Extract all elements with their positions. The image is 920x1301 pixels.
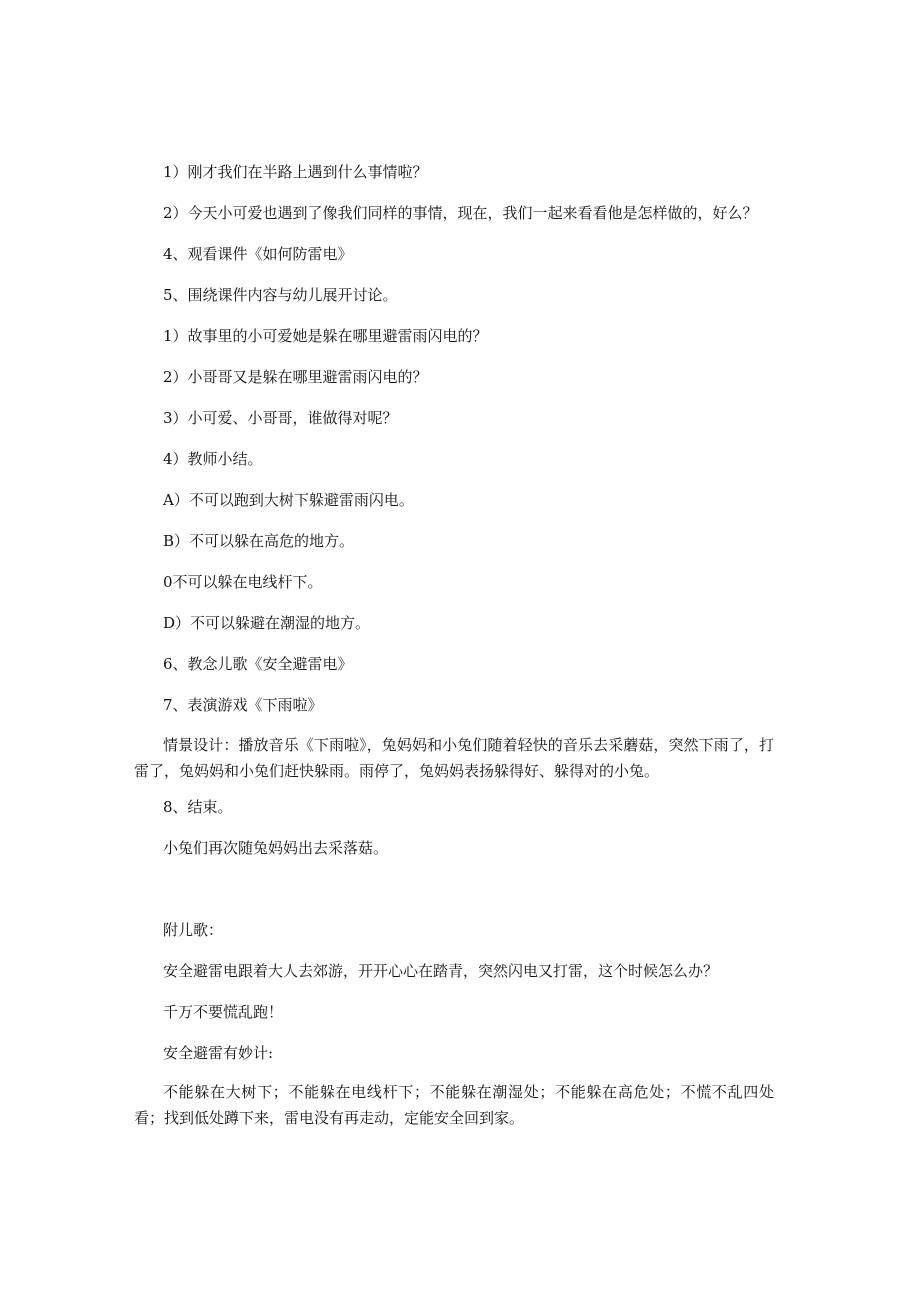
section-heading: 8、结束。 [163, 798, 233, 816]
text-line: 1）刚才我们在半路上遇到什么事情啦？ [163, 163, 428, 181]
text-line: D）不可以躲避在潮湿的地方。 [163, 614, 371, 632]
appendix-line: 安全避雷有妙计: [163, 1044, 274, 1062]
appendix-heading: 附儿歌： [163, 921, 224, 939]
appendix-line: 千万不要慌乱跑！ [163, 1003, 284, 1021]
text-line: 0不可以躲在电线杆下。 [163, 573, 323, 591]
text-line: A）不可以跑到大树下躲避雷雨闪电。 [163, 491, 414, 509]
text-line: 2）今天小可爱也遇到了像我们同样的事情，现在，我们一起来看看他是怎样做的，好么？ [163, 204, 758, 222]
section-heading: 7、表演游戏《下雨啦》 [163, 696, 323, 714]
appendix-line: 安全避雷电跟着大人去郊游，开开心心在踏青，突然闪电又打雷，这个时候怎么办？ [163, 962, 719, 980]
text-line: 2）小哥哥又是躲在哪里避雷雨闪电的？ [163, 368, 428, 386]
section-heading: 6、教念儿歌《安全避雷电》 [163, 655, 353, 673]
text-line: B）不可以躲在高危的地方。 [163, 532, 355, 550]
section-heading: 4、观看课件《如何防雷电》 [163, 245, 353, 263]
text-line: 1）故事里的小可爱她是躲在哪里避雷雨闪电的？ [163, 327, 488, 345]
appendix-paragraph: 不能躲在大树下；不能躲在电线杆下；不能躲在潮湿处；不能躲在高危处；不慌不乱四处看；找到低处蹲下来，雷电没有再走动，定能安全回到家。 [134, 1083, 774, 1127]
text-line: 4）教师小结。 [163, 450, 263, 468]
text-line: 3）小可爱、小哥哥，谁做得对呢？ [163, 409, 398, 427]
scene-design-paragraph: 情景设计：播放音乐《下雨啦》，兔妈妈和小兔们随着轻快的音乐去采蘑菇，突然下雨了，打雷了，兔妈妈和小兔们赶快躲雨。雨停了，兔妈妈表扬躲得好、躲得对的小兔。 [134, 736, 774, 780]
text-line: 小兔们再次随兔妈妈出去采落菇。 [163, 839, 389, 857]
section-heading: 5、围绕课件内容与幼儿展开讨论。 [163, 286, 398, 304]
